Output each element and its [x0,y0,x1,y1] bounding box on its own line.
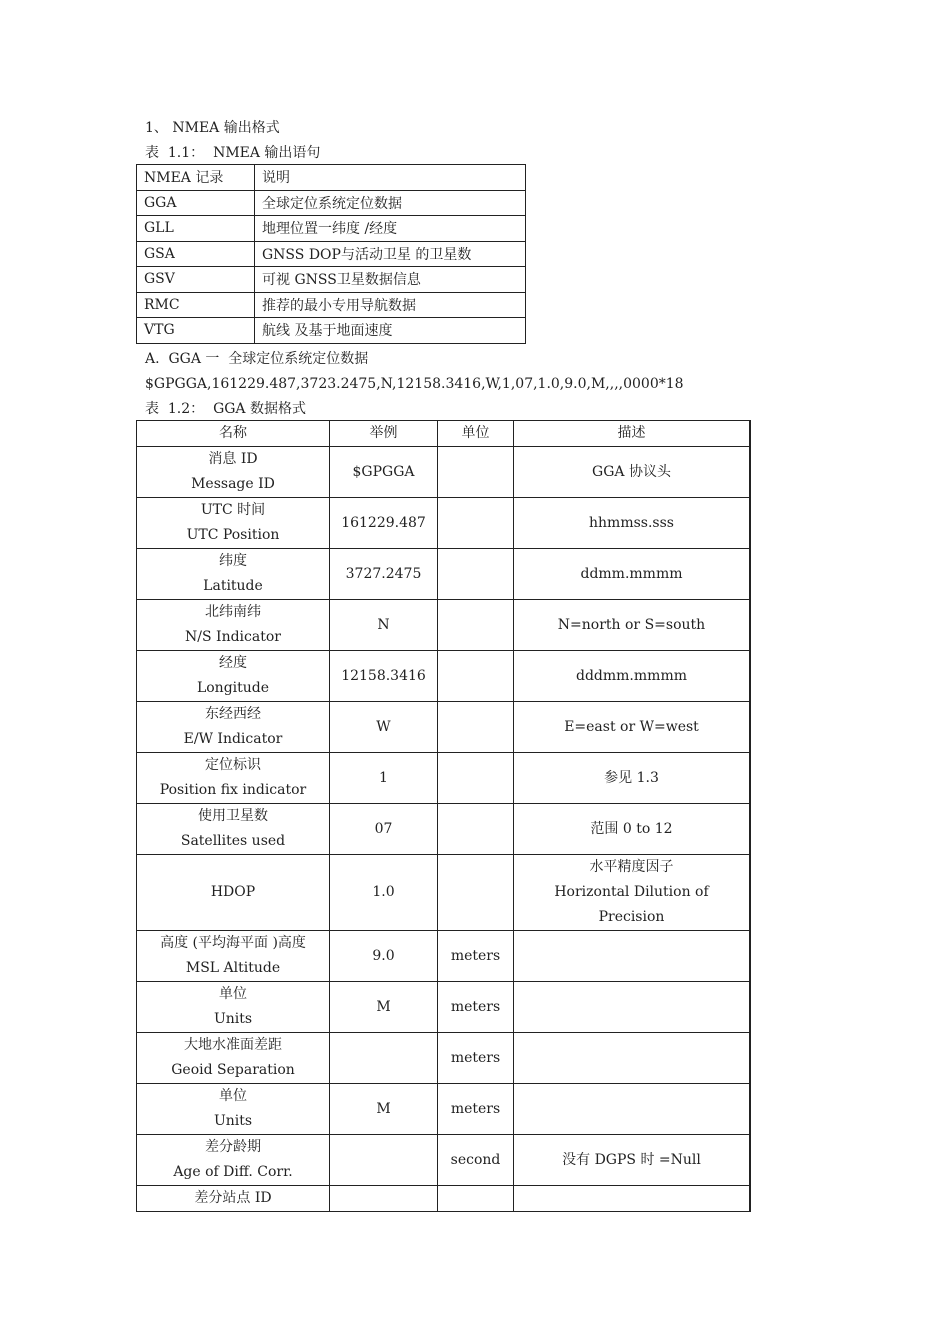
t2-name-cell [137,982,330,1033]
t2-name-cell [137,447,330,498]
field-name-cn: 单位 [219,1088,247,1104]
t2-desc-cell [514,1186,751,1212]
field-name-en: N/S Indicator [185,629,281,645]
t2-desc-cell [514,753,751,804]
table2-caption: 表 1.2： GGA 数据格式 [145,401,306,417]
field-name-cn: UTC 时间 [200,502,266,518]
desc-line: GGA 协议头 [592,463,671,480]
t2-header-cell: 名称 [137,421,330,447]
field-name-cn: 大地水准面差距 [184,1037,282,1053]
t1-row [137,292,526,318]
t2-example-cell: 9.0 [330,931,438,982]
desc-line: E=east or W=west [564,718,699,735]
table1-caption: 表 1.1： NMEA 输出语句 [145,145,321,161]
t2-name-cell [137,1186,330,1212]
t1-record-cell: GGA [137,190,255,216]
desc-line: Precision [598,909,665,925]
t2-unit-cell [438,702,514,753]
t1-record-cell: GSA [137,241,255,267]
field-name-en: Age of Diff. Corr. [173,1164,293,1180]
t2-row [137,753,751,804]
field-name-en: Position fix indicator [159,782,307,798]
gga-sample-sentence: $GPGGA,161229.487,3723.2475,N,12158.3416,W,1,07,1.0,9.0,M,,,,0000*18 [145,376,684,392]
t2-row [137,804,751,855]
t2-desc-cell [514,549,751,600]
t2-name-cell [137,702,330,753]
t2-example-cell: 161229.487 [330,498,438,549]
desc-line: Horizontal Dilution of [554,884,709,900]
t1-record-cell: GLL [137,216,255,242]
t2-unit-cell [438,498,514,549]
t2-example-cell: M [330,1084,438,1135]
t2-desc-cell [514,1135,751,1186]
t1-desc-cell: 可视 GNSS卫星数据信息 [255,267,526,293]
desc-line: N=north or S=south [557,616,706,633]
t1-header-cell: 说明 [255,165,526,191]
field-name-en: Units [213,1011,253,1027]
t1-row [137,241,526,267]
t2-desc-cell [514,804,751,855]
t2-example-cell: 1 [330,753,438,804]
t2-name-cell [137,1084,330,1135]
t1-desc-cell: 全球定位系统定位数据 [255,190,526,216]
t2-row [137,651,751,702]
t2-name-cell [137,651,330,702]
field-name-en: MSL Altitude [185,960,281,976]
t2-desc-cell [514,600,751,651]
t2-row [137,982,751,1033]
field-name-en: Satellites used [180,833,286,849]
t2-row [137,855,751,931]
field-name-cn: 差分龄期 [205,1139,261,1155]
section-heading: 1、 NMEA 输出格式 [145,120,280,136]
t2-header-cell: 举例 [330,421,438,447]
gga-format-table [136,420,751,1212]
t1-record-cell: RMC [137,292,255,318]
t2-example-cell: W [330,702,438,753]
t2-example-cell [330,1186,438,1212]
t2-unit-cell: second [438,1135,514,1186]
gga-heading: A. GGA 一 全球定位系统定位数据 [145,351,369,367]
t2-row [137,1135,751,1186]
desc-line: 参见 1.3 [604,769,659,786]
t2-desc-cell [514,1084,751,1135]
t2-name-cell [137,498,330,549]
t2-row [137,702,751,753]
t2-unit-cell: meters [438,1084,514,1135]
t2-name-cell [137,855,330,931]
t2-example-cell: M [330,982,438,1033]
field-name-en: HDOP [210,884,256,900]
desc-line: 水平精度因子 [589,859,674,875]
t1-header-cell: NMEA 记录 [137,165,255,191]
desc-line: dddmm.mmmm [576,667,687,684]
t2-unit-cell: meters [438,982,514,1033]
t1-header-row [137,165,526,191]
t2-name-cell [137,804,330,855]
t1-row [137,318,526,344]
t1-desc-cell: 航线 及基于地面速度 [255,318,526,344]
t2-example-cell: 12158.3416 [330,651,438,702]
t1-desc-cell: GNSS DOP与活动卫星 的卫星数 [255,241,526,267]
field-name-cn: 经度 [219,655,247,671]
field-name-en: E/W Indicator [183,731,283,747]
t2-example-cell [330,1033,438,1084]
t2-header-row [137,421,751,447]
t1-row [137,216,526,242]
t2-unit-cell [438,753,514,804]
field-name-cn: 使用卫星数 [198,808,268,824]
field-name-en: UTC Position [186,527,280,543]
field-name-cn: 定位标识 [205,757,261,773]
t2-unit-cell [438,447,514,498]
field-name-en: Units [213,1113,253,1129]
t2-unit-cell [438,600,514,651]
t2-row [137,600,751,651]
t2-row [137,1186,751,1212]
t2-desc-cell [514,447,751,498]
t2-example-cell: N [330,600,438,651]
t2-row [137,1033,751,1084]
desc-line: ddmm.mmmm [580,565,683,582]
t2-example-cell [330,1135,438,1186]
t2-desc-cell [514,702,751,753]
field-name-en: Latitude [203,578,263,594]
t2-row [137,1084,751,1135]
field-name-en: Geoid Separation [171,1062,295,1078]
t2-unit-cell [438,549,514,600]
t2-row [137,498,751,549]
t2-example-cell: 07 [330,804,438,855]
desc-line: 没有 DGPS 时 =Null [562,1151,701,1168]
t2-example-cell: 1.0 [330,855,438,931]
field-name-cn: 消息 ID [208,451,258,467]
t1-record-cell: GSV [137,267,255,293]
t2-unit-cell [438,804,514,855]
t2-name-cell [137,549,330,600]
t1-record-cell: VTG [137,318,255,344]
t2-name-cell [137,1033,330,1084]
t1-row [137,267,526,293]
t2-desc-cell [514,855,751,931]
t2-name-cell [137,753,330,804]
desc-line: 范围 0 to 12 [590,820,673,837]
t2-desc-cell [514,931,751,982]
t2-desc-cell [514,651,751,702]
t2-header-cell: 描述 [514,421,751,447]
field-name-en: Longitude [196,680,270,696]
t2-row [137,447,751,498]
field-name-cn: 东经西经 [205,706,261,722]
t2-example-cell: 3727.2475 [330,549,438,600]
t1-desc-cell: 推荐的最小专用导航数据 [255,292,526,318]
t2-name-cell [137,600,330,651]
field-name-cn: 高度 (平均海平面 )高度 [160,935,306,951]
t2-unit-cell: meters [438,931,514,982]
t2-unit-cell [438,651,514,702]
field-name-cn: 单位 [219,986,247,1002]
t2-unit-cell [438,855,514,931]
t2-row [137,931,751,982]
desc-line: hhmmss.sss [589,514,674,531]
field-name-cn: 北纬南纬 [205,604,261,620]
t2-unit-cell: meters [438,1033,514,1084]
t2-header-cell: 单位 [438,421,514,447]
t2-desc-cell [514,982,751,1033]
t1-row [137,190,526,216]
t2-row [137,549,751,600]
t2-unit-cell [438,1186,514,1212]
t2-desc-cell [514,1033,751,1084]
t2-name-cell [137,1135,330,1186]
nmea-output-table [136,164,526,344]
field-name-en: Message ID [191,476,275,492]
field-name-cn: 纬度 [219,553,247,569]
field-name-cn: 差分站点 ID [194,1190,272,1206]
t1-desc-cell: 地理位置一纬度 /经度 [255,216,526,242]
t2-name-cell [137,931,330,982]
t2-desc-cell [514,498,751,549]
t2-example-cell: $GPGGA [330,447,438,498]
